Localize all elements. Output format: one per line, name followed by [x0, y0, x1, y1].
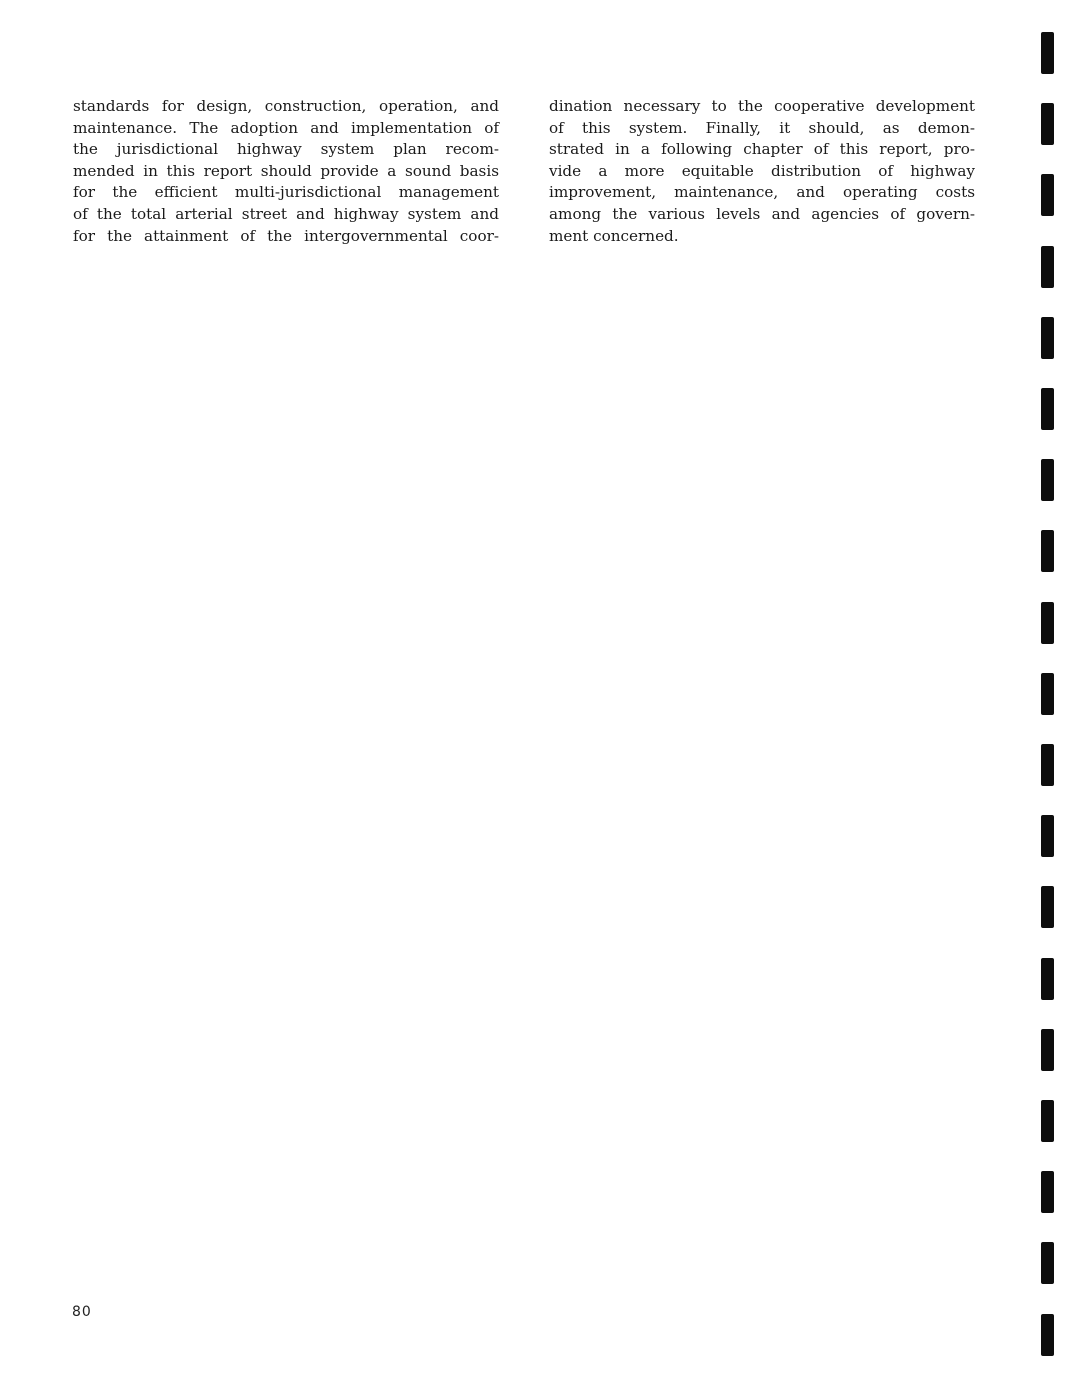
text-line: maintenance. The adoption and implementation of [73, 118, 499, 137]
binding-hole [1041, 1100, 1054, 1142]
text-line: for the attainment of the intergovernmental coor- [73, 226, 499, 245]
left-text-column [73, 96, 499, 247]
text-line: standards for design, construction, operation, and [73, 97, 499, 115]
binding-hole [1041, 459, 1054, 501]
text-line: improvement, maintenance, and operating costs [549, 183, 975, 202]
binding-hole [1041, 246, 1054, 288]
binding-hole [1041, 1314, 1054, 1356]
right-text-column [549, 96, 975, 247]
binding-hole [1041, 673, 1054, 715]
text-line: vide a more equitable distribution of highway [549, 161, 975, 180]
text-line: the jurisdictional highway system plan recom- [73, 140, 499, 159]
text-line: of this system. Finally, it should, as demon- [549, 118, 975, 137]
binding-hole [1041, 530, 1054, 572]
binding-hole [1041, 1242, 1054, 1284]
binding-hole [1041, 744, 1054, 786]
binding-hole [1041, 388, 1054, 430]
text-line: dination necessary to the cooperative development [549, 97, 975, 115]
text-line: among the various levels and agencies of govern- [549, 204, 975, 223]
binding-hole [1041, 1171, 1054, 1213]
page-number: 80 [72, 1304, 92, 1320]
binding-hole [1041, 1029, 1054, 1071]
binding-hole [1041, 602, 1054, 644]
text-line: mended in this report should provide a sound basis [73, 161, 499, 180]
binding-hole [1041, 317, 1054, 359]
binding-hole [1041, 815, 1054, 857]
text-line: strated in a following chapter of this report, pro- [549, 140, 975, 159]
binding-hole [1041, 174, 1054, 216]
binding-hole [1041, 958, 1054, 1000]
text-line: ment concerned. [549, 226, 679, 245]
binding-hole [1041, 103, 1054, 145]
spiral-binding [1036, 0, 1066, 1380]
text-line: for the efficient multi-jurisdictional management [73, 183, 499, 202]
binding-hole [1041, 32, 1054, 74]
binding-hole [1041, 886, 1054, 928]
text-line: of the total arterial street and highway system and [73, 204, 499, 223]
